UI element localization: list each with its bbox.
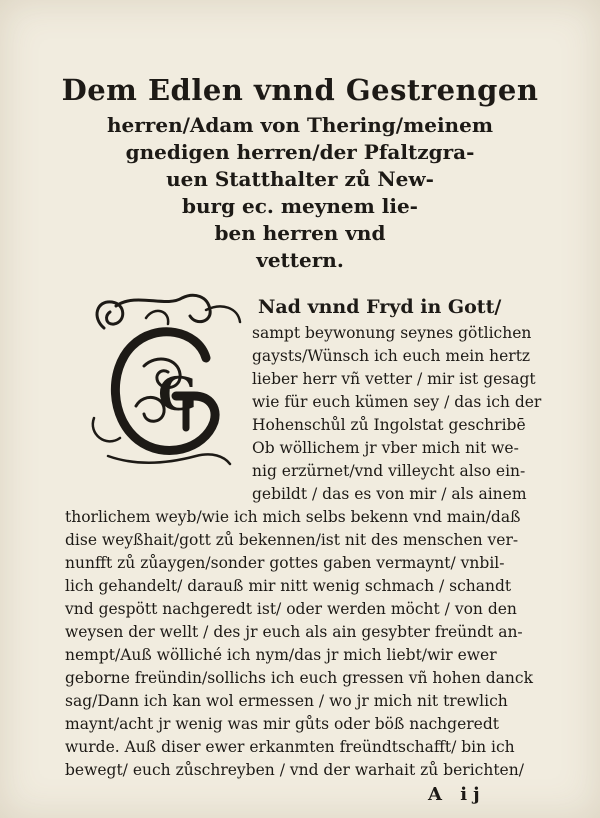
heading-line: herren/Adam von Thering/meinem [107, 113, 493, 137]
body-line: Ob wöllichem jr vber mich nit we- [252, 439, 519, 457]
heading-line: uen Statthalter zů New- [166, 167, 434, 191]
body-line: geborne freündin/sollichs ich euch gressen vñ hohen danck [65, 669, 533, 687]
body-line: lieber herr vñ vetter / mir ist gesagt [252, 370, 536, 388]
body-line: maynt/acht jr wenig was mir gůts oder böß nachgeredt [65, 715, 499, 733]
body-line: Nad vnnd Fryd in Gott/ [258, 296, 502, 318]
drop-cap-letter: G [158, 367, 198, 421]
signature-mark: A ij [428, 784, 486, 805]
body-line: sag/Dann ich kan wol ermessen / wo jr mich nit trewlich [65, 692, 508, 710]
body-line: wurde. Auß diser ewer erkanmten freündtschafft/ bin ich [65, 738, 515, 756]
heading-line: vettern. [256, 248, 344, 272]
body-line: gaysts/Wünsch ich euch mein hertz [252, 347, 531, 365]
body-line: lich gehandelt/ darauß mir nitt wenig schmach / schandt [65, 577, 512, 595]
heading-line: Dem Edlen vnnd Gestrengen [61, 73, 539, 107]
body-line: thorlichem weyb/wie ich mich selbs bekenn vnd main/daß [65, 508, 521, 526]
body-line: nig erzürnet/vnd villeycht also ein- [252, 462, 526, 480]
body-line: vnd gespött nachgeredt ist/ oder werden möcht / von den [65, 600, 517, 618]
body-line: sampt beywonung seynes götlichen [252, 324, 532, 342]
body-line: nunfft zů zůaygen/sonder gottes gaben vermaynt/ vnbil- [65, 554, 505, 572]
body-line: dise weyßhait/gott zů bekennen/ist nit des menschen ver- [65, 531, 519, 549]
body-line: wie für euch kümen sey / das ich der [252, 393, 542, 411]
body-line: bewegt/ euch zůschreyben / vnd der warhait zů berichten/ [65, 761, 524, 779]
body-line: weysen der wellt / des jr euch als ain gesybter freündt an- [65, 623, 523, 641]
body-line: nempt/Auß wölliché ich nym/das jr mich liebt/wir ewer [65, 646, 497, 664]
heading-line: burg ec. meynem lie- [182, 194, 418, 218]
body-line: Hohenschůl zů Ingolstat geschribē [252, 416, 526, 434]
heading-line: gnedigen herren/der Pfaltzgra- [125, 140, 475, 164]
heading-line: ben herren vnd [214, 221, 386, 245]
body-line: gebildt / das es von mir / als ainem [252, 485, 527, 503]
